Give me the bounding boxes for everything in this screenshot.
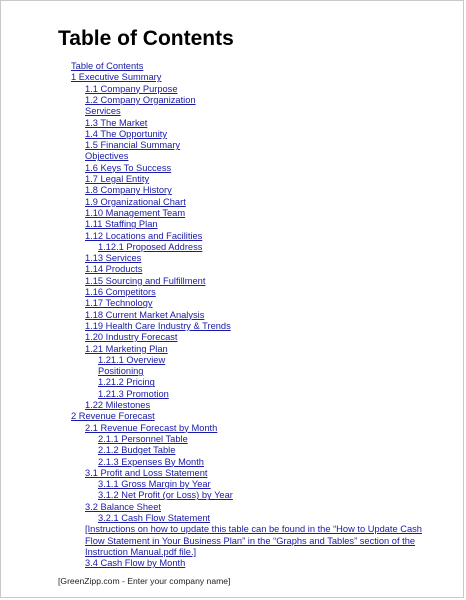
toc-entry-link[interactable]: 3.1.1 Gross Margin by Year: [98, 479, 211, 490]
toc-entry-link[interactable]: 1.22 Milestones: [85, 400, 151, 410]
toc-entry-link[interactable]: 1.7 Legal Entity: [85, 174, 150, 184]
toc-entry-link[interactable]: 2.1.2 Budget Table: [98, 445, 176, 456]
toc-entry-link[interactable]: 1.15 Sourcing and Fulfillment: [85, 275, 206, 286]
toc-entry-link[interactable]: Services: [85, 106, 121, 117]
toc-entry-link[interactable]: 1.6 Keys To Success: [85, 162, 172, 173]
toc-entry-link[interactable]: 3.1 Profit and Loss Statement: [85, 467, 208, 478]
toc-entry-link[interactable]: 1.19 Health Care Industry & Trends: [85, 320, 231, 331]
toc-entry-link[interactable]: 1.20 Industry Forecast: [85, 332, 178, 343]
toc-entry-link[interactable]: Instruction Manual.pdf file.]: [85, 546, 197, 557]
toc-entry-link[interactable]: 1.21.2 Pricing: [98, 377, 155, 388]
toc-entry-link[interactable]: Positioning: [98, 366, 144, 377]
page-title: Table of Contents: [58, 27, 234, 50]
toc-entry-link[interactable]: 3.1.2 Net Profit (or Loss) by Year: [98, 490, 233, 501]
toc-entry-link[interactable]: 1.10 Management Team: [85, 207, 186, 218]
toc-entry-link[interactable]: 1.1 Company Purpose: [85, 83, 178, 94]
toc-entry-link[interactable]: 1.8 Company History: [85, 185, 172, 196]
toc-entry-link[interactable]: 2.1.1 Personnel Table: [98, 433, 188, 444]
toc-entry-link[interactable]: 1.5 Financial Summary: [85, 140, 181, 151]
toc-entry-link[interactable]: 1.17 Technology: [85, 298, 153, 309]
toc-entry-link[interactable]: Table of Contents: [71, 61, 144, 71]
toc-entry-link[interactable]: 1 Executive Summary: [71, 72, 162, 83]
toc-entry-link[interactable]: 3.2 Balance Sheet: [85, 501, 161, 512]
toc-entry-link[interactable]: 1.2 Company Organization: [85, 94, 196, 105]
toc-entry-link[interactable]: 2.1.3 Expenses By Month: [98, 456, 204, 467]
toc-entry-link[interactable]: 1.3 The Market: [85, 117, 148, 128]
toc-entry-link[interactable]: 1.12.1 Proposed Address: [98, 241, 203, 252]
toc-entry-link[interactable]: 1.11 Staffing Plan: [85, 219, 158, 230]
toc-entry-link[interactable]: 1.4 The Opportunity: [85, 128, 168, 139]
toc-entry-link[interactable]: [Instructions on how to update this table can be found in the “How to Update Cash: [85, 524, 422, 535]
toc-entry-link[interactable]: 1.13 Services: [85, 253, 142, 264]
page-footer: [GreenZipp.com - Enter your company name]: [58, 576, 231, 586]
toc-entry-link[interactable]: 1.16 Competitors: [85, 287, 156, 297]
toc-entry-link[interactable]: Objectives: [85, 151, 129, 162]
toc-entry-link[interactable]: 1.14 Products: [85, 264, 143, 275]
toc-entry-link[interactable]: 3.2.1 Cash Flow Statement: [98, 513, 211, 523]
toc-entry-link[interactable]: 1.21.1 Overview: [98, 354, 166, 365]
toc-entry-link[interactable]: 1.12 Locations and Facilities: [85, 230, 203, 241]
toc-entry-link[interactable]: 1.9 Organizational Chart: [85, 196, 186, 207]
toc-entry-link[interactable]: 1.21 Marketing Plan: [85, 343, 168, 354]
toc-entry-link[interactable]: 1.18 Current Market Analysis: [85, 309, 205, 320]
toc-entry-link[interactable]: Flow Statement in Your Business Plan” in the “Graphs and Tables” section of the: [85, 535, 416, 546]
toc-entry-link[interactable]: 2 Revenue Forecast: [71, 411, 155, 422]
toc-entry-link[interactable]: 3.4 Cash Flow by Month: [85, 558, 186, 569]
toc-entry-link[interactable]: 1.21.3 Promotion: [98, 388, 169, 399]
toc-entry-link[interactable]: 2.1 Revenue Forecast by Month: [85, 422, 218, 433]
